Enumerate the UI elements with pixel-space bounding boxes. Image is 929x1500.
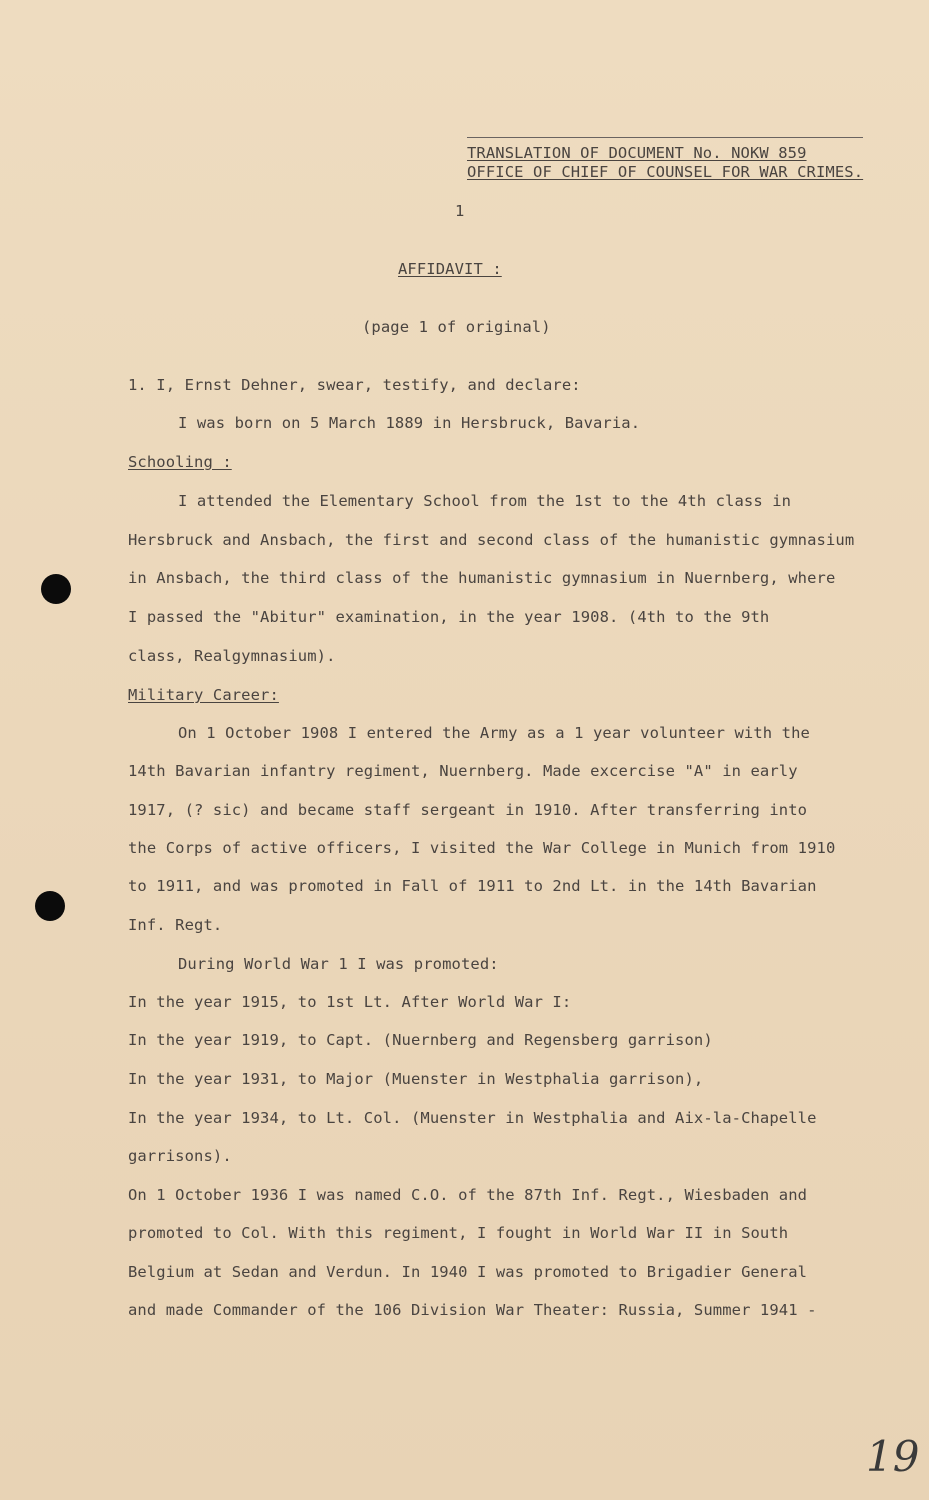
punch-hole	[35, 891, 65, 921]
header-line-1: TRANSLATION OF DOCUMENT No. NOKW 859	[467, 144, 807, 162]
body-line: Belgium at Sedan and Verdun. In 1940 I was promoted to Brigadier General	[128, 1263, 808, 1281]
body-line: In the year 1934, to Lt. Col. (Muenster in Westphalia and Aix-la-Chapelle	[128, 1109, 817, 1127]
body-line: On 1 October 1936 I was named C.O. of the 87th Inf. Regt., Wiesbaden and	[128, 1186, 808, 1204]
body-line: garrisons).	[128, 1147, 232, 1165]
header-rule	[467, 137, 863, 138]
body-line: 14th Bavarian infantry regiment, Nuernberg. Made excercise "A" in early	[128, 762, 798, 780]
body-line: In the year 1931, to Major (Muenster in Westphalia garrison),	[128, 1070, 704, 1088]
body-line: I attended the Elementary School from the 1st to the 4th class in	[178, 492, 792, 510]
page-number: 1	[455, 202, 465, 220]
header-line-2: OFFICE OF CHIEF OF COUNSEL FOR WAR CRIMES.	[467, 163, 864, 181]
punch-hole	[41, 574, 71, 604]
body-line: During World War 1 I was promoted:	[178, 955, 499, 973]
body-line: Inf. Regt.	[128, 916, 223, 934]
section-heading-military: Military Career:	[128, 686, 279, 704]
handwritten-folio-number: 19	[866, 1432, 920, 1481]
body-line: I passed the "Abitur" examination, in the year 1908. (4th to the 9th	[128, 608, 770, 626]
body-line: 1. I, Ernst Dehner, swear, testify, and declare:	[128, 376, 581, 394]
body-line: I was born on 5 March 1889 in Hersbruck, Bavaria.	[178, 414, 641, 432]
body-line: On 1 October 1908 I entered the Army as a 1 year volunteer with the	[178, 724, 810, 742]
body-line: and made Commander of the 106 Division War Theater: Russia, Summer 1941 -	[128, 1301, 817, 1319]
body-line: promoted to Col. With this regiment, I fought in World War II in South	[128, 1224, 789, 1242]
body-line: the Corps of active officers, I visited the War College in Munich from 1910	[128, 839, 836, 857]
body-line: In the year 1915, to 1st Lt. After World War I:	[128, 993, 572, 1011]
body-line: class, Realgymnasium).	[128, 647, 336, 665]
body-line: to 1911, and was promoted in Fall of 1911 to 2nd Lt. in the 14th Bavarian	[128, 877, 817, 895]
body-line: In the year 1919, to Capt. (Nuernberg and Regensberg garrison)	[128, 1031, 713, 1049]
section-heading-schooling: Schooling :	[128, 453, 232, 471]
body-line: 1917, (? sic) and became staff sergeant in 1910. After transferring into	[128, 801, 808, 819]
body-line: in Ansbach, the third class of the humanistic gymnasium in Nuernberg, where	[128, 569, 836, 587]
body-line: Hersbruck and Ansbach, the first and second class of the humanistic gymnasium	[128, 531, 855, 549]
document-subtitle: (page 1 of original)	[362, 318, 551, 336]
document-title: AFFIDAVIT :	[398, 260, 502, 278]
